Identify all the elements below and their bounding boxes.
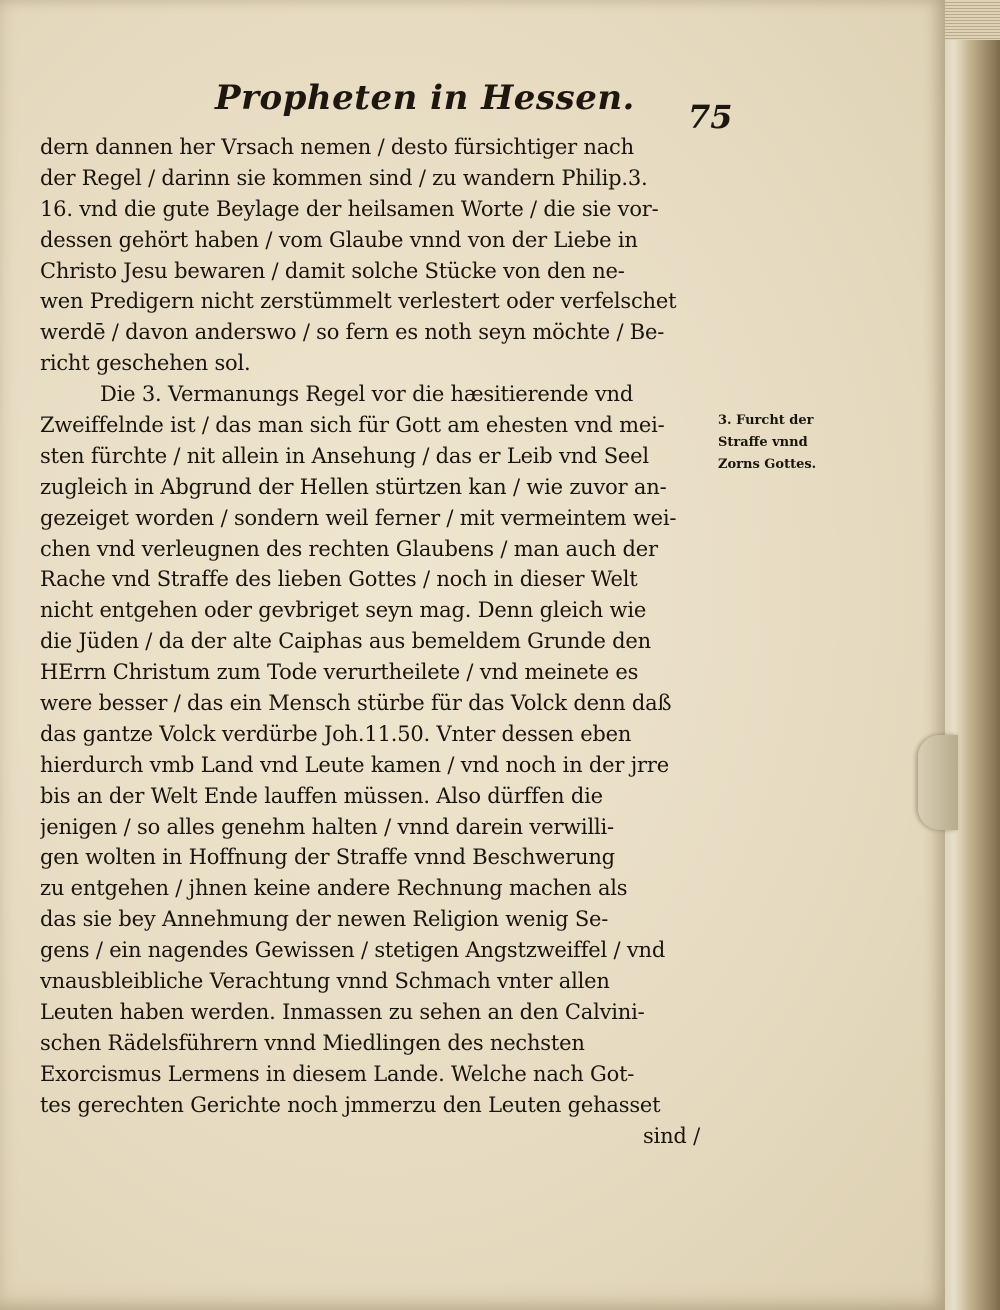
text-line: sten fürchte / nit allein in Ansehung / das er Leib vnd Seel (40, 443, 649, 468)
text-line: HErrn Christum zum Tode verurtheilete / vnd meinete es (40, 660, 639, 685)
text-line: gezeiget worden / sondern weil ferner / mit vermeintem wei- (40, 505, 677, 530)
text-line: jenigen / so alles genehm halten / vnnd darein verwilli- (40, 814, 614, 839)
text-line: bis an der Welt Ende lauffen müssen. Also dürffen die (40, 783, 603, 808)
book-clasp (918, 735, 958, 830)
text-line: chen vnd verleugnen des rechten Glaubens / man auch der (40, 536, 658, 561)
text-line: vnausbleibliche Verachtung vnnd Schmach vnter allen (40, 969, 610, 994)
paragraph-start-line: Die 3. Vermanungs Regel vor die hæsitierende vnd (100, 382, 634, 407)
text-line: richt geschehen sol. (40, 351, 251, 376)
catchword: sind / (642, 1123, 700, 1148)
body-text (40, 132, 720, 1151)
marginal-note-line: 3. Furcht der (718, 413, 814, 428)
text-line: Zweiffelnde ist / das man sich für Gott am ehesten vnd mei- (40, 413, 665, 438)
text-line: Christo Jesu bewaren / damit solche Stücke von den ne- (40, 258, 625, 283)
text-line: 16. vnd die gute Beylage der heilsamen Worte / die sie vor- (40, 196, 659, 221)
text-line: der Regel / darinn sie kommen sind / zu wandern Philip.3. (40, 165, 648, 190)
text-line: wen Predigern nicht zerstümmelt verlestert oder verfelschet (40, 289, 677, 314)
text-line: Exorcismus Lermens in diesem Lande. Welche nach Got- (40, 1061, 635, 1086)
text-line: Leuten haben werden. Inmassen zu sehen an den Calvini- (40, 999, 645, 1024)
text-line: zugleich in Abgrund der Hellen stürtzen kan / wie zuvor an- (40, 474, 667, 499)
text-line: das sie bey Annehmung der newen Religion wenig Se- (40, 907, 609, 932)
text-line: nicht entgehen oder gevbriget seyn mag. Denn gleich wie (40, 598, 647, 623)
text-line: gens / ein nagendes Gewissen / stetigen Angstzweiffel / vnd (40, 938, 666, 963)
page-number: 75 (688, 98, 733, 136)
text-line: dessen gehört haben / vom Glaube vnnd von der Liebe in (40, 227, 638, 252)
marginal-note-line: Zorns Gottes. (718, 457, 817, 472)
text-line: zu entgehen / jhnen keine andere Rechnung machen als (40, 876, 628, 901)
text-line: dern dannen her Vrsach nemen / desto fürsichtiger nach (40, 135, 634, 159)
marginal-note (718, 410, 878, 476)
text-line: tes gerechten Gerichte noch jmmerzu den Leuten gehasset (40, 1092, 661, 1117)
running-head: Propheten in Hessen. (215, 78, 635, 118)
text-line: Rache vnd Straffe des lieben Gottes / noch in dieser Welt (40, 567, 638, 592)
page-header (0, 70, 945, 136)
text-line: were besser / das ein Mensch stürbe für das Volck denn daß (40, 691, 672, 716)
text-line: hierdurch vmb Land vnd Leute kamen / vnd noch in der jrre (40, 752, 669, 777)
text-line: gen wolten in Hoffnung der Straffe vnnd Beschwerung (40, 845, 615, 870)
text-line: die Jüden / da der alte Caiphas aus bemeldem Grunde den (40, 629, 651, 654)
text-line: schen Rädelsführern vnnd Miedlingen des nechsten (40, 1030, 585, 1055)
marginal-note-line: Straffe vnnd (718, 435, 808, 450)
text-line: das gantze Volck verdürbe Joh.11.50. Vnter dessen eben (40, 721, 632, 746)
text-line: werdē / davon anderswo / so fern es noth seyn möchte / Be- (40, 320, 665, 345)
